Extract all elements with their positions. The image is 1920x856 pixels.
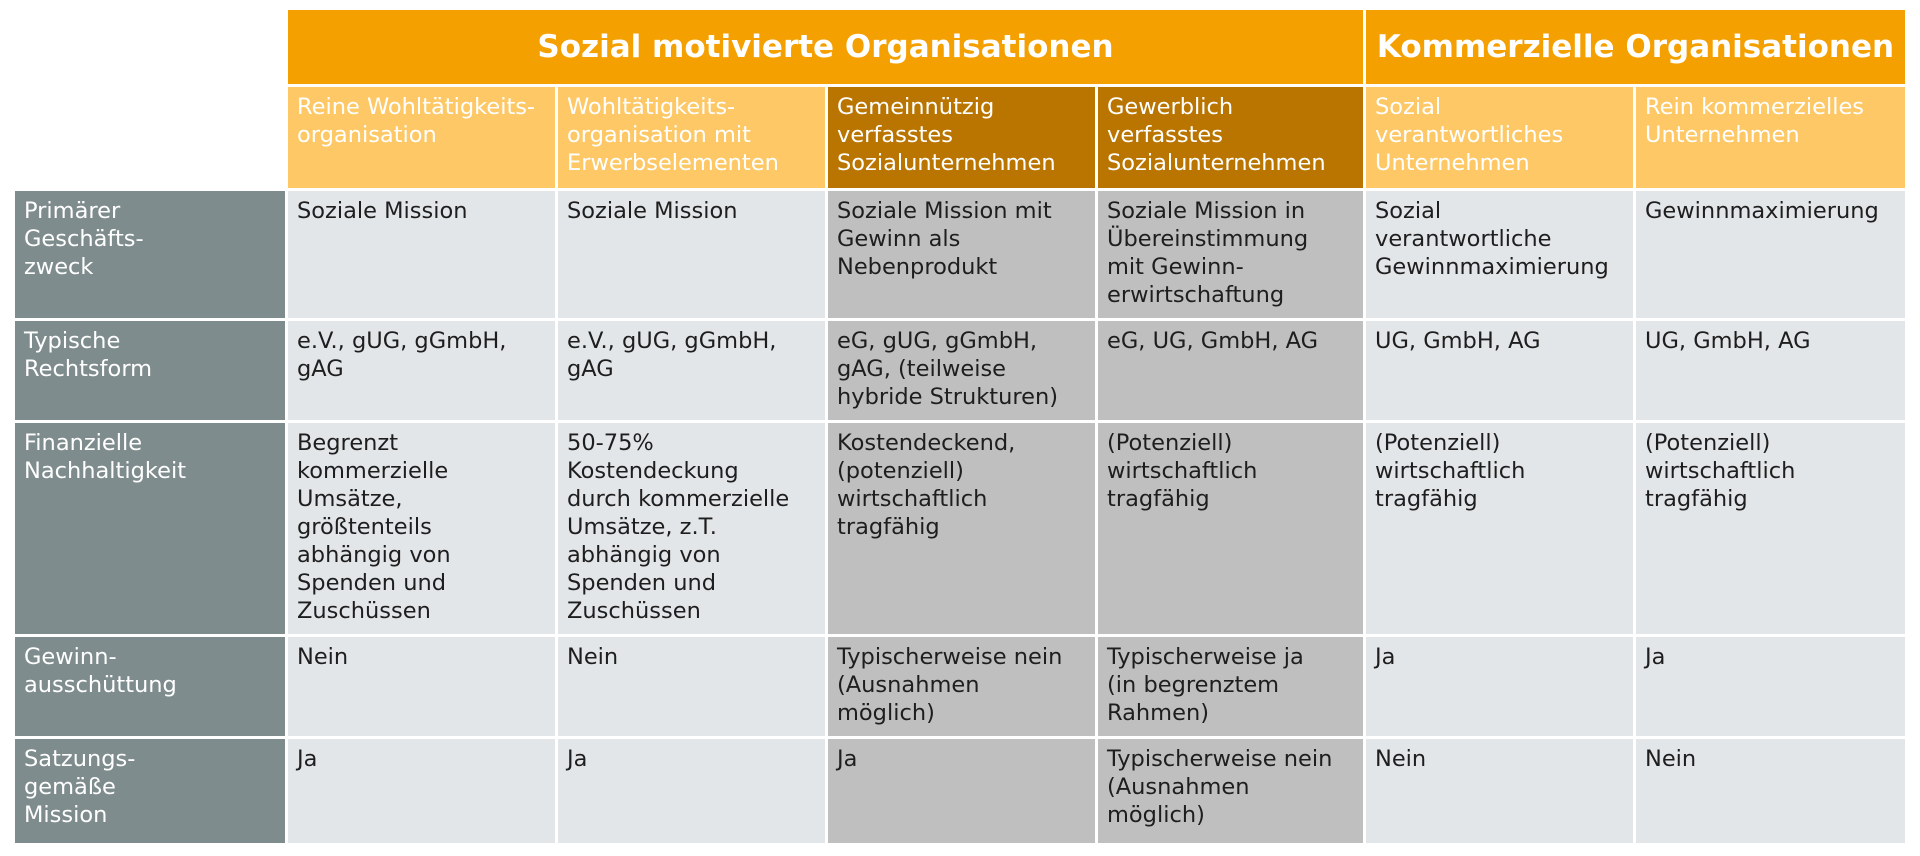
column-header-gemeinnuetzig: Gemeinnützig verfasstes Sozialunternehmen (828, 87, 1095, 188)
column-header-sozial-verantwortlich: Sozial verantwortliches Unternehmen (1366, 87, 1633, 188)
table-cell: UG, GmbH, AG (1366, 321, 1633, 420)
table-cell: e.V., gUG, gGmbH, gAG (288, 321, 555, 420)
table-cell: Ja (828, 739, 1095, 843)
table-cell: Nein (288, 637, 555, 736)
table-cell: eG, UG, GmbH, AG (1098, 321, 1363, 420)
table-cell: 50-75% Kostendeckung durch kommerzielle Umsätze, z.T. abhängig von Spenden und Zuschüssen (558, 423, 825, 634)
table-cell: (Potenziell) wirtschaftlich tragfähig (1366, 423, 1633, 634)
table-cell: Typischerweise ja (in begrenztem Rahmen) (1098, 637, 1363, 736)
table-cell: UG, GmbH, AG (1636, 321, 1905, 420)
row-label-rechtsform: Typische Rechtsform (15, 321, 285, 420)
table-cell: Soziale Mission mit Gewinn als Nebenprodukt (828, 191, 1095, 318)
group-header-sozial: Sozial motivierte Organisationen (288, 10, 1363, 84)
table-cell: Soziale Mission (558, 191, 825, 318)
row-label-gewinnausschuettung: Gewinn- ausschüttung (15, 637, 285, 736)
table-cell: (Potenziell) wirtschaftlich tragfähig (1098, 423, 1363, 634)
table-cell: Typischerweise nein (Ausnahmen möglich) (1098, 739, 1363, 843)
table-cell: Typischerweise nein (Ausnahmen möglich) (828, 637, 1095, 736)
column-header-reine-wohltaetigkeit: Reine Wohltätigkeits- organisation (288, 87, 555, 188)
table-cell: Kostendeckend, (potenziell) wirtschaftlich tragfähig (828, 423, 1095, 634)
table-cell: Sozial verantwortliche Gewinnmaximierung (1366, 191, 1633, 318)
row-label-mission: Satzungs- gemäße Mission (15, 739, 285, 843)
table-cell: Nein (1366, 739, 1633, 843)
table-cell: Ja (1366, 637, 1633, 736)
table-cell: Soziale Mission in Übereinstimmung mit Gewinn- erwirtschaftung (1098, 191, 1363, 318)
table-cell: Ja (288, 739, 555, 843)
table-cell: Nein (1636, 739, 1905, 843)
table-cell: Begrenzt kommerzielle Umsätze, größtenteils abhängig von Spenden und Zuschüssen (288, 423, 555, 634)
row-label-nachhaltigkeit: Finanzielle Nachhaltigkeit (15, 423, 285, 634)
table-cell: Ja (1636, 637, 1905, 736)
column-header-rein-kommerziell: Rein kommerzielles Unternehmen (1636, 87, 1905, 188)
table-cell: Soziale Mission (288, 191, 555, 318)
table-cell: Nein (558, 637, 825, 736)
table-cell: (Potenziell) wirtschaftlich tragfähig (1636, 423, 1905, 634)
table-cell: eG, gUG, gGmbH, gAG, (teilweise hybride Strukturen) (828, 321, 1095, 420)
table-cell: Ja (558, 739, 825, 843)
column-header-gewerblich: Gewerblich verfasstes Sozialunternehmen (1098, 87, 1363, 188)
row-label-geschaeftszweck: Primärer Geschäfts- zweck (15, 191, 285, 318)
table-cell: e.V., gUG, gGmbH, gAG (558, 321, 825, 420)
table-cell: Gewinnmaximierung (1636, 191, 1905, 318)
group-header-kommerziell: Kommerzielle Organisationen (1366, 10, 1905, 84)
column-header-wohltaetigkeit-erwerb: Wohltätigkeits- organisation mit Erwerbselementen (558, 87, 825, 188)
